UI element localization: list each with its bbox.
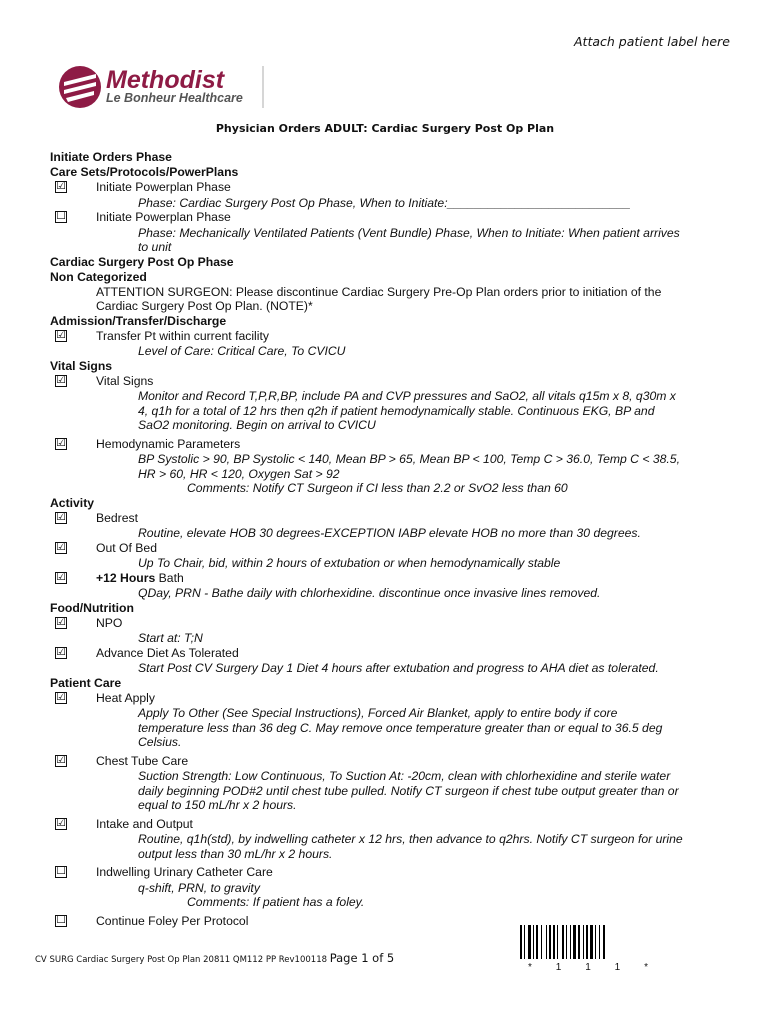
footer-doc-id: CV SURG Cardiac Surgery Post Op Plan 20811 QM112 PP Rev100118 [35, 955, 328, 965]
section-care-sets: Care Sets/Protocols/PowerPlans [50, 165, 239, 179]
logo-subtitle: Le Bonheur Healthcare [106, 91, 243, 105]
checkbox[interactable]: ☑ [56, 180, 66, 192]
order-name: NPO [96, 615, 123, 630]
order-intake-output [50, 817, 740, 862]
methodist-logo [58, 64, 268, 112]
section-non-categorized: Non Categorized [50, 269, 147, 284]
barcode-bar [573, 925, 576, 959]
order-transfer [50, 329, 740, 359]
barcode-bar [533, 925, 534, 959]
barcode-char: 1 [614, 962, 621, 973]
order-chest-tube [50, 754, 740, 813]
barcode-bar [562, 925, 564, 959]
order-advance-diet [50, 646, 740, 676]
order-detail: Up To Chair, bid, within 2 hours of extubation or when hemodynamically stable [138, 556, 561, 570]
section-admission: Admission/Transfer/Discharge [50, 313, 227, 328]
surgeon-note: Cardiac Surgery Post Op Plan. (NOTE)* [96, 299, 313, 313]
barcode-bar [583, 925, 584, 959]
logo-name: Methodist [106, 66, 225, 94]
checkbox[interactable]: ☑ [56, 540, 66, 553]
order-detail: BP Systolic > 90, BP Systolic < 140, Mean BP > 65, Mean BP < 100, Temp C > 36.0, Temp C < 38.5, [138, 452, 680, 466]
order-detail: QDay, PRN - Bathe daily with chlorhexidine. discontinue once invasive lines removed. [138, 586, 601, 600]
barcode-char: * [644, 962, 648, 973]
barcode-bar [578, 925, 580, 959]
order-detail: HR > 60, HR < 120, Oxygen Sat > 92 [138, 466, 340, 481]
section-patient-care: Patient Care [50, 675, 122, 690]
barcode-char: * [528, 962, 532, 973]
order-name: Indwelling Urinary Catheter Care [96, 865, 273, 879]
order-npo [50, 616, 740, 646]
order-name: Chest Tube Care [96, 753, 189, 768]
checkbox[interactable]: ☑ [56, 328, 66, 341]
order-detail: Celsius. [138, 735, 182, 749]
checkbox[interactable]: ☐ [56, 865, 66, 877]
barcode-bar [536, 925, 538, 959]
order-detail: output less than 30 mL/hr x 2 hours. [138, 846, 333, 861]
order-bedrest [50, 511, 740, 541]
order-detail: Suction Strength: Low Continuous, To Suction At: -20cm, clean with chlorhexidine and sterile water [138, 769, 671, 783]
barcode-bar [520, 925, 522, 959]
order-bath [50, 571, 740, 601]
order-detail: 4, q1h for a total of 12 hrs then q2h if patient hemodynamically stable. Continuous EKG, BP and [138, 403, 655, 418]
order-name: Intake and Output [96, 816, 193, 831]
order-detail: Start Post CV Surgery Day 1 Diet 4 hours after extubation and progress to AHA diet as tolerated. [138, 661, 659, 675]
checkbox[interactable]: ☑ [56, 373, 66, 386]
order-name [96, 571, 740, 587]
order-detail: Level of Care: Critical Care, To CVICU [138, 344, 346, 358]
order-hemodynamic [50, 437, 740, 496]
footer [35, 951, 394, 965]
order-detail: Routine, q1h(std), by indwelling catheter x 12 hrs, then advance to q2hrs. Notify CT surgeon for urine [138, 832, 683, 846]
order-detail: equal to 150 mL/hr x 2 hours. [138, 798, 297, 812]
surgeon-note: ATTENTION SURGEON: Please discontinue Cardiac Surgery Pre-Op Plan orders prior to initiation of the [96, 284, 662, 299]
order-name: Transfer Pt within current facility [96, 328, 269, 343]
barcode-bar [528, 925, 531, 959]
order-detail: Start at: T;N [138, 631, 203, 645]
order-out-of-bed [50, 541, 740, 571]
order-foley-care [50, 865, 740, 910]
section-vital-signs: Vital Signs [50, 358, 113, 373]
order-comment: Comments: If patient has a foley. [187, 895, 365, 909]
page-number: Page 1 of 5 [329, 951, 395, 965]
barcode-bar [546, 925, 547, 959]
barcode-bar [553, 925, 555, 959]
order-detail: to unit [138, 240, 172, 254]
order-name: Heat Apply [96, 690, 155, 705]
section-cardiac-post-op: Cardiac Surgery Post Op Phase [50, 254, 234, 269]
section-activity: Activity [50, 495, 95, 510]
order-name: Continue Foley Per Protocol [96, 913, 249, 928]
barcode-char: 1 [585, 962, 591, 973]
order-name-bold: +12 Hours [96, 570, 156, 585]
order-name: Bedrest [96, 510, 139, 525]
checkbox[interactable]: ☑ [56, 510, 66, 523]
barcode-bar [557, 925, 558, 959]
order-powerplan-postop [50, 180, 740, 210]
barcode-bar [586, 925, 588, 959]
order-sheet [50, 150, 740, 930]
order-name: Vital Signs [96, 373, 154, 388]
page-title: Physician Orders ADULT: Cardiac Surgery Post Op Plan [215, 122, 555, 135]
order-name: Out Of Bed [96, 540, 157, 555]
barcode [518, 925, 658, 963]
checkbox[interactable]: ☑ [56, 690, 66, 703]
barcode-bar [549, 925, 551, 959]
order-name: Advance Diet As Tolerated [96, 645, 239, 660]
order-vital-signs [50, 374, 740, 433]
order-detail: Phase: Mechanically Ventilated Patients (Vent Bundle) Phase, When to Initiate: When patient arrives [138, 225, 680, 240]
barcode-bar [541, 925, 542, 959]
order-detail: Apply To Other (See Special Instructions), Forced Air Blanket, apply to entire body if core [138, 706, 618, 720]
order-detail: Routine, elevate HOB 30 degrees-EXCEPTION IABP elevate HOB no more than 30 degrees. [138, 526, 641, 540]
checkbox[interactable]: ☑ [56, 615, 66, 628]
order-name: Initiate Powerplan Phase [96, 180, 231, 194]
order-detail: temperature less than 36 deg C. May remove once temperature greater than or equal to 36.5 deg [138, 720, 663, 735]
barcode-bar [595, 925, 596, 959]
barcode-bar [603, 925, 605, 959]
order-name: Initiate Powerplan Phase [96, 210, 231, 224]
order-detail: q-shift, PRN, to gravity [138, 880, 260, 895]
order-heat-apply [50, 691, 740, 750]
checkbox[interactable]: ☐ [56, 210, 66, 222]
checkbox[interactable]: ☐ [56, 913, 66, 926]
attach-label: Attach patient label here [574, 34, 730, 49]
section-food-nutrition: Food/Nutrition [50, 600, 134, 615]
barcode-bar [524, 925, 525, 959]
barcode-bar [570, 925, 571, 959]
order-name: Hemodynamic Parameters [96, 436, 241, 451]
barcode-label [528, 962, 648, 973]
checkbox[interactable]: ☑ [56, 436, 66, 449]
barcode-bar [599, 925, 600, 959]
barcode-bar [590, 925, 593, 959]
order-detail: Monitor and Record T,P,R,BP, include PA and CVP pressures and SaO2, all vitals q15m x 8, q30m x [138, 389, 676, 403]
section-initiate-orders: Initiate Orders Phase [50, 150, 172, 164]
checkbox[interactable]: ☑ [56, 816, 66, 829]
order-name-rest: Bath [155, 570, 184, 585]
order-detail: SaO2 monitoring. Begin on arrival to CVICU [138, 418, 376, 432]
barcode-char: 1 [555, 962, 562, 973]
order-comment: Comments: Notify CT Surgeon if CI less than 2.2 or SvO2 less than 60 [187, 481, 568, 495]
order-detail: daily beginning POD#2 until chest tube pulled. Notify CT surgeon if chest tube output greater than or [138, 783, 679, 798]
checkbox[interactable]: ☑ [56, 645, 66, 658]
order-powerplan-vent [50, 210, 740, 255]
barcode-bar [566, 925, 567, 959]
checkbox[interactable]: ☑ [56, 570, 66, 583]
checkbox[interactable]: ☑ [56, 753, 66, 766]
order-detail: Phase: Cardiac Surgery Post Op Phase, When to Initiate:___________________________ [138, 195, 631, 210]
